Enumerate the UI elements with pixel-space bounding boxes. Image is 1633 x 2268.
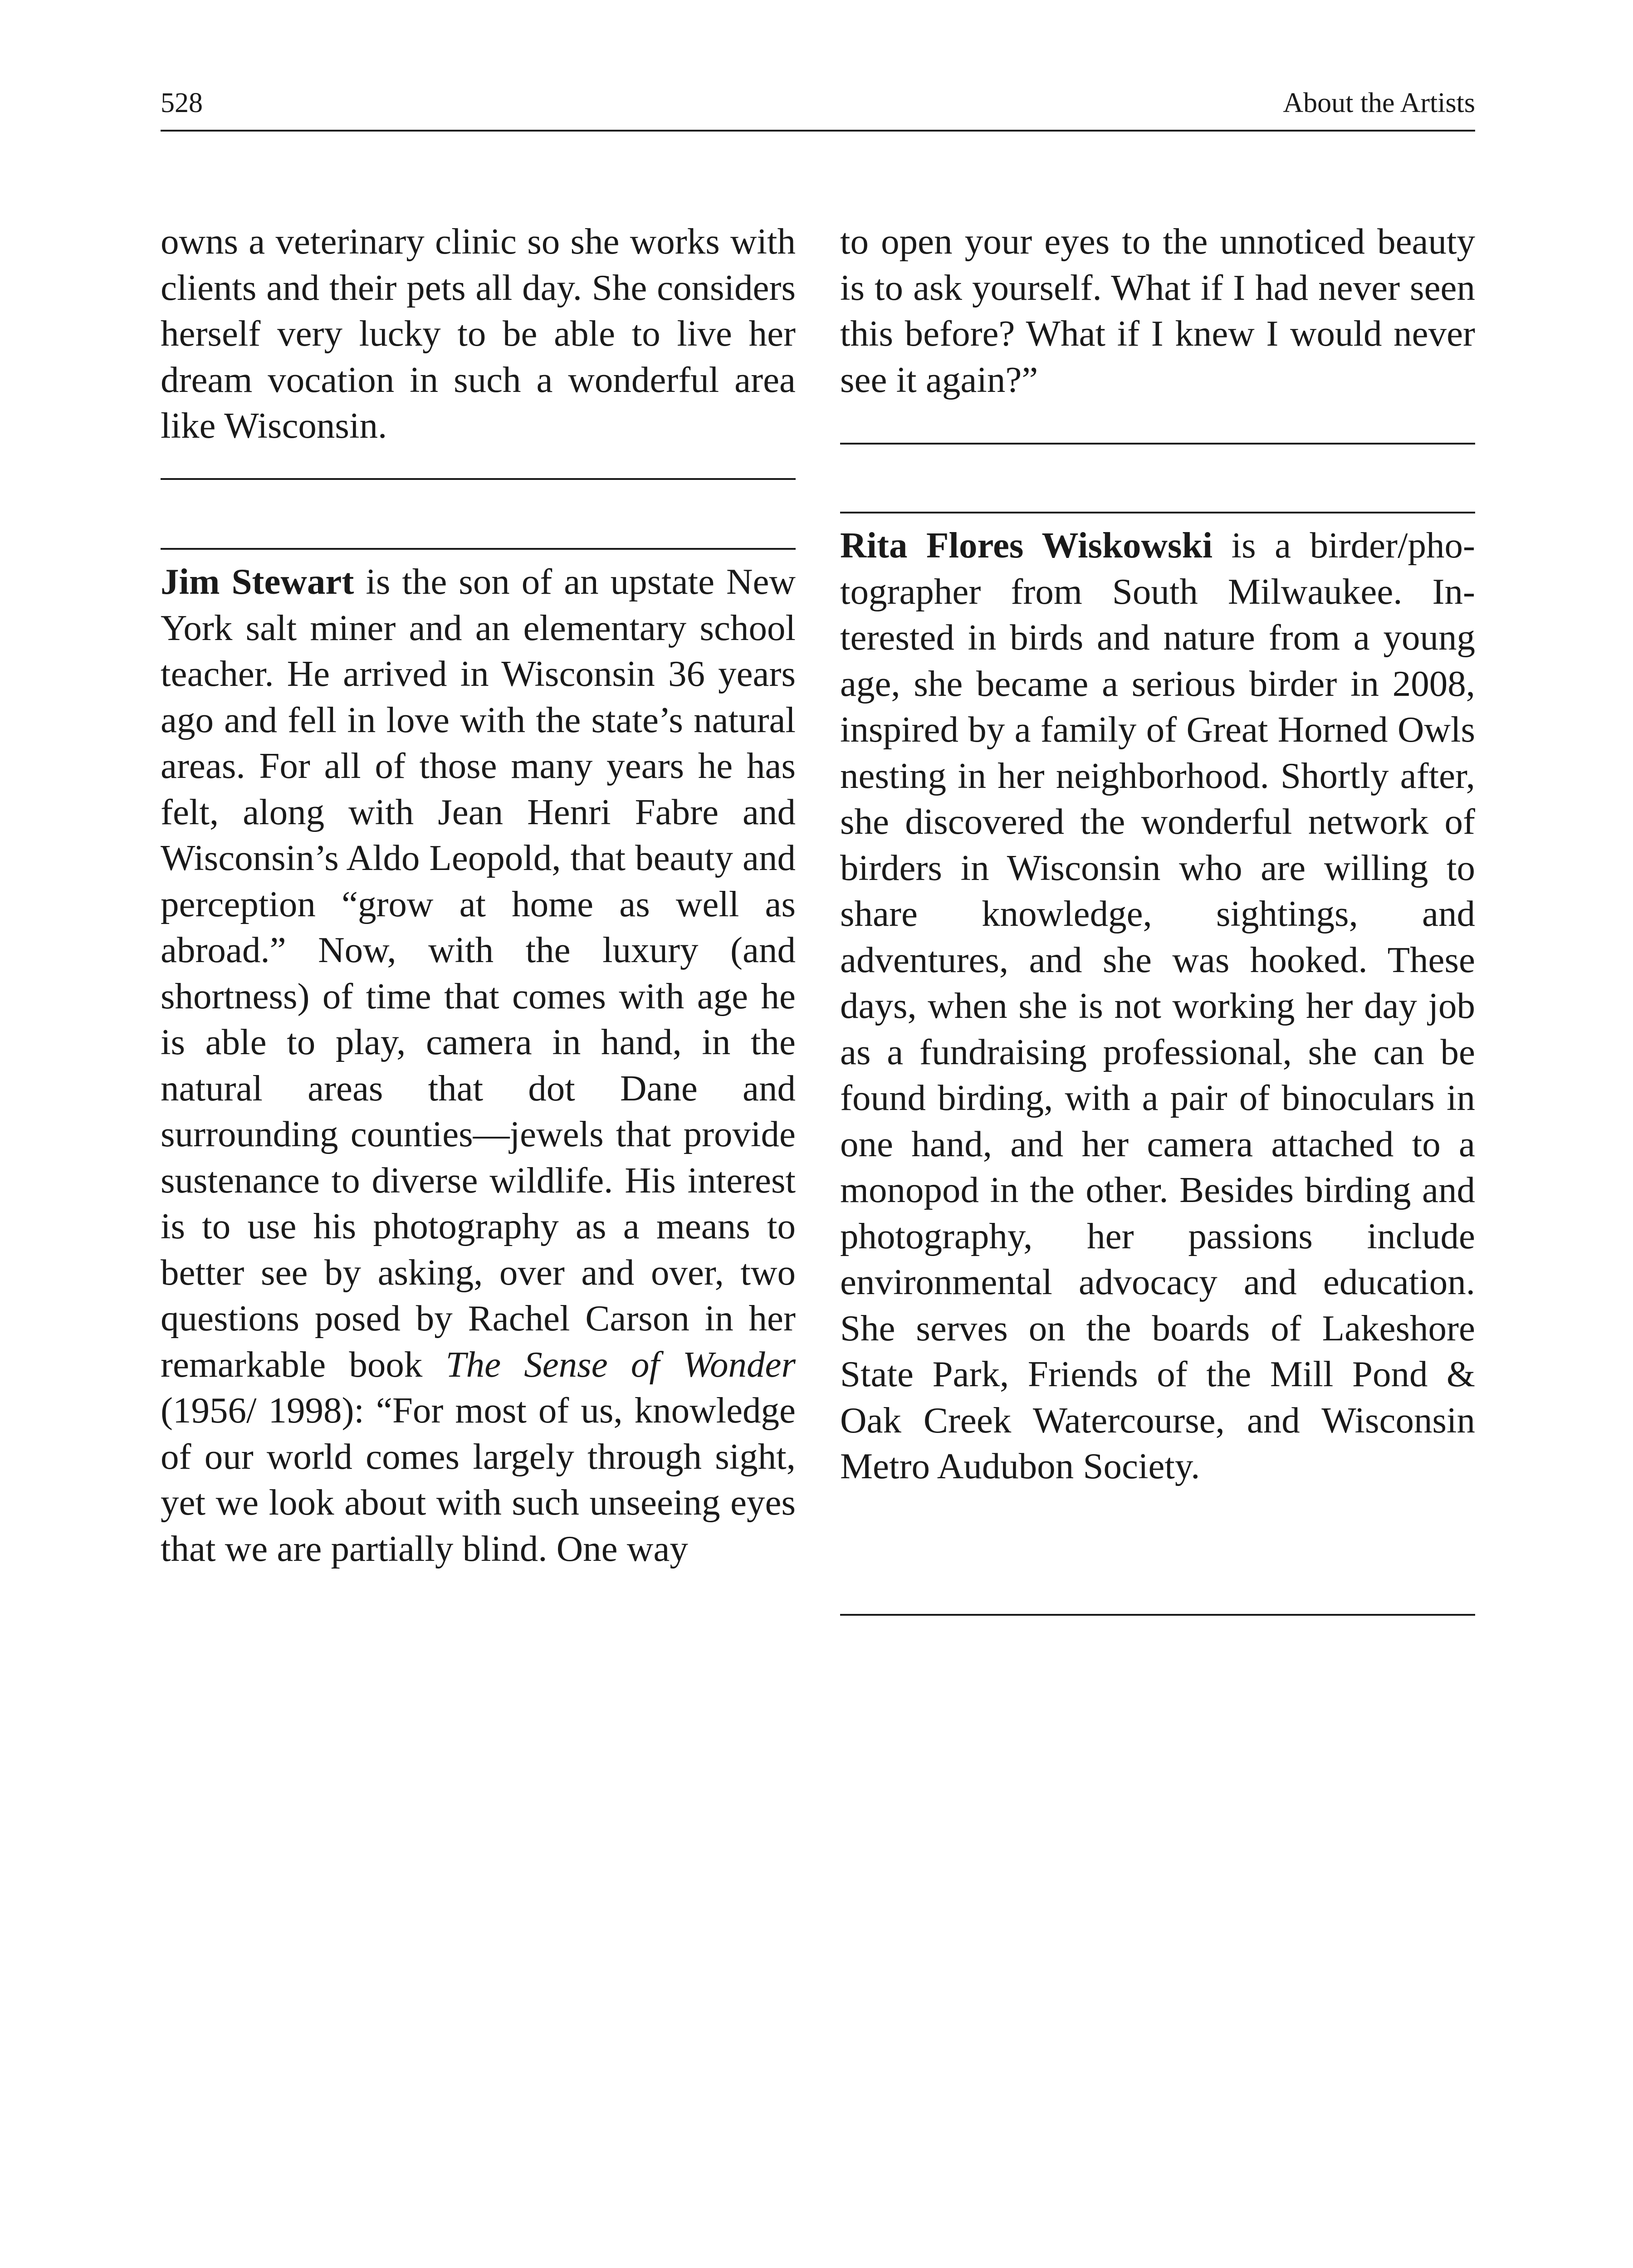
bio-rita-flores-wiskowski — [840, 523, 1475, 1490]
bio-rita-body: is a birder/photographer from South Milwaukee. Interested in birds and nature from a young age, she became a serious birder in 2008, inspired by a family of Great Horned Owls nesting in her neighborhood. Shortly after, she discovered the wonderful network of birders in Wisconsin who are willing to share knowledge, sightings, and adventures, and she was hooked. These days, when she is not working her day job as a fundraising professional, she can be found birding, with a pair of binoculars in one hand, and her camera attached to a monopod in the other. Besides birding and photography, her passions include environmental advocacy and education. She serves on the boards of Lakeshore State Park, Friends of the Mill Pond & Oak Creek Watercourse, and Wisconsin Metro Audubon Society. — [840, 525, 1476, 1486]
bio-jim-stewart — [161, 559, 796, 1572]
page-number: 528 — [161, 88, 203, 118]
bio-divider-top-left-start — [161, 548, 796, 550]
bio-jim-stewart-text — [161, 559, 796, 1572]
running-head: About the Artists — [1283, 88, 1475, 118]
bio-divider-top-left-end — [161, 478, 796, 480]
left-column-continued-bio — [161, 219, 796, 449]
right-column-continued-bio — [840, 219, 1475, 403]
bio-jim-stewart-body: is the son of an upstate New York salt miner and an elementary school teacher. He arrived in Wisconsin 36 years ago and fell in love with the state’s natural areas. For all of those many years he has felt, along with Jean Henri Fabre and Wisconsin’s Aldo Leopold, that beauty and perception “grow at home as well as abroad.” Now, with the luxury (and shortness) of time that comes with age he is able to play, camera in hand, in the natural areas that dot Dane and surrounding counties—jewels that provide sustenance to diverse wildlife. His interest is to use his photography as a means to better see by asking, over and over, two questions posed by Rachel Carson in her remarkable book — [161, 561, 796, 1385]
bio-divider-right-bottom — [840, 1614, 1475, 1616]
bio-rita-text — [840, 523, 1475, 1490]
page-header — [161, 84, 1475, 132]
continued-quote-text: to open your eyes to the unnoticed beauty is to ask yourself. What if I had never seen this before? What if I knew I would never see it again?” — [840, 221, 1475, 400]
book-title: The Sense of Wonder — [445, 1344, 796, 1385]
artist-name-jim-stewart: Jim Stewart — [161, 561, 354, 602]
bio-divider-right-end — [840, 443, 1475, 445]
artist-name-rita-flores-wiskowski: Rita Flores Wiskowski — [840, 525, 1213, 566]
bio-divider-right-start — [840, 512, 1475, 513]
continued-bio-text: owns a veterinary clinic so she works with clients and their pets all day. She considers herself very lucky to be able to live her dream vocation in such a wonderful area like Wisconsin. — [161, 221, 796, 446]
bio-jim-stewart-body-continued: (1956/ 1998): “For most of us, knowledge of our world comes largely through sight, yet we look about with such unseeing eyes that we are partially blind. One way — [161, 1390, 796, 1569]
